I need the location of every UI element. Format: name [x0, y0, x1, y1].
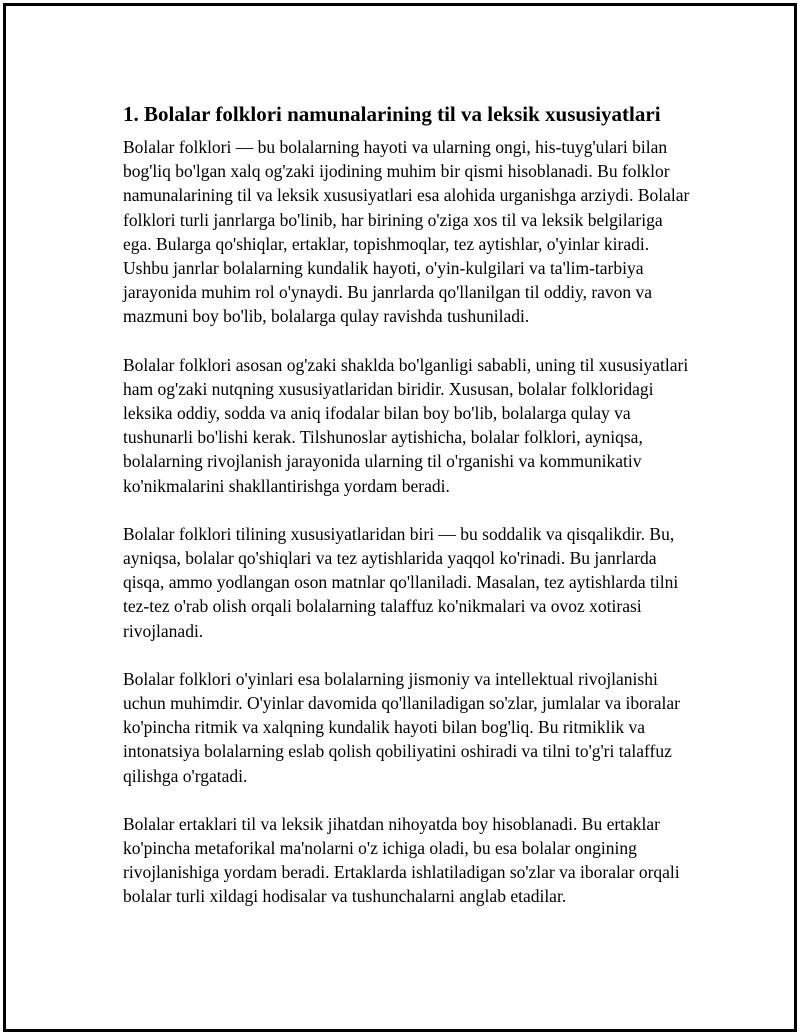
- paragraph-2: Bolalar folklori asosan og'zaki shaklda bo'lganligi sababli, uning til xususiyatlari ham og'zaki nutqning xususiyatlaridan biridir. Xususan, bolalar folkloridagi leksika oddiy, sodda va aniq ifodalar bilan boy bo'lib, bolalarga qulay va tushunarli bo'lishi kerak. Tilshunoslar aytishicha, bolalar folklori, ayniqsa, bolalarning rivojlanish jarayonida ularning til o'rganishi va kommunikativ ko'nikmalarini shakllantirishga yordam beradi.: [123, 354, 689, 496]
- page-frame: [3, 3, 797, 1032]
- paragraph-4: Bolalar folklori o'yinlari esa bolalarning jismoniy va intellektual rivojlanishi uchun muhimdir. O'yinlar davomida qo'llaniladigan so'zlar, jumlalar va iboralar ko'pincha ritmik va xalqning kundalik hayoti bilan bog'liq. Bu ritmiklik va intonatsiya bolalarning eslab qolish qobiliyatini oshiradi va tilni to'g'ri talaffuz qilishga o'rgatadi.: [123, 668, 680, 786]
- document-body: [123, 99, 693, 933]
- paragraph-1: Bolalar folklori — bu bolalarning hayoti va ularning ongi, his-tuyg'ulari bilan bog'liq bo'lgan xalq og'zaki ijodining muhim bir qismi hisoblanadi. Bu folklor namunalarining til va leksik xususiyatlari esa alohida urganishga arziydi. Bolalar folklori turli janrlarga bo'linib, har birining o'ziga xos til va leksik belgilariga ega. Bularga qo'shiqlar, ertaklar, topishmoqlar, tez aytishlar, o'yinlar kiradi. Ushbu janrlar bolalarning kundalik hayoti, o'yin-kulgilari va ta'lim-tarbiya jarayonida muhim rol o'ynaydi. Bu janrlarda qo'llanilgan til oddiy, ravon va mazmuni boy bo'lib, bolalarga qulay ravishda tushuniladi.: [123, 137, 690, 327]
- paragraph-5: Bolalar ertaklari til va leksik jihatdan nihoyatda boy hisoblanadi. Bu ertaklar ko'pincha metaforikal ma'nolarni o'z ichiga oladi, bu esa bolalar ongining rivojlanishiga yordam beradi. Ertaklarda ishlatiladigan so'zlar va iboralar orqali bolalar turli xildagi hodisalar va tushunchalarni anglab etadilar.: [123, 813, 680, 907]
- section-title: 1. Bolalar folklori namunalarining til va leksik xususiyatlari: [123, 102, 661, 126]
- paragraph-3: Bolalar folklori tilining xususiyatlaridan biri — bu soddalik va qisqalikdir. Bu, ayniqsa, bolalar qo'shiqlari va tez aytishlarida yaqqol ko'rinadi. Bu janrlarda qisqa, ammo yodlangan oson matnlar qo'llaniladi. Masalan, tez aytishlarda tilni tez-tez o'rab olish orqali bolalarning talaffuz ko'nikmalari va ovoz xotirasi rivojlanadi.: [123, 523, 679, 641]
